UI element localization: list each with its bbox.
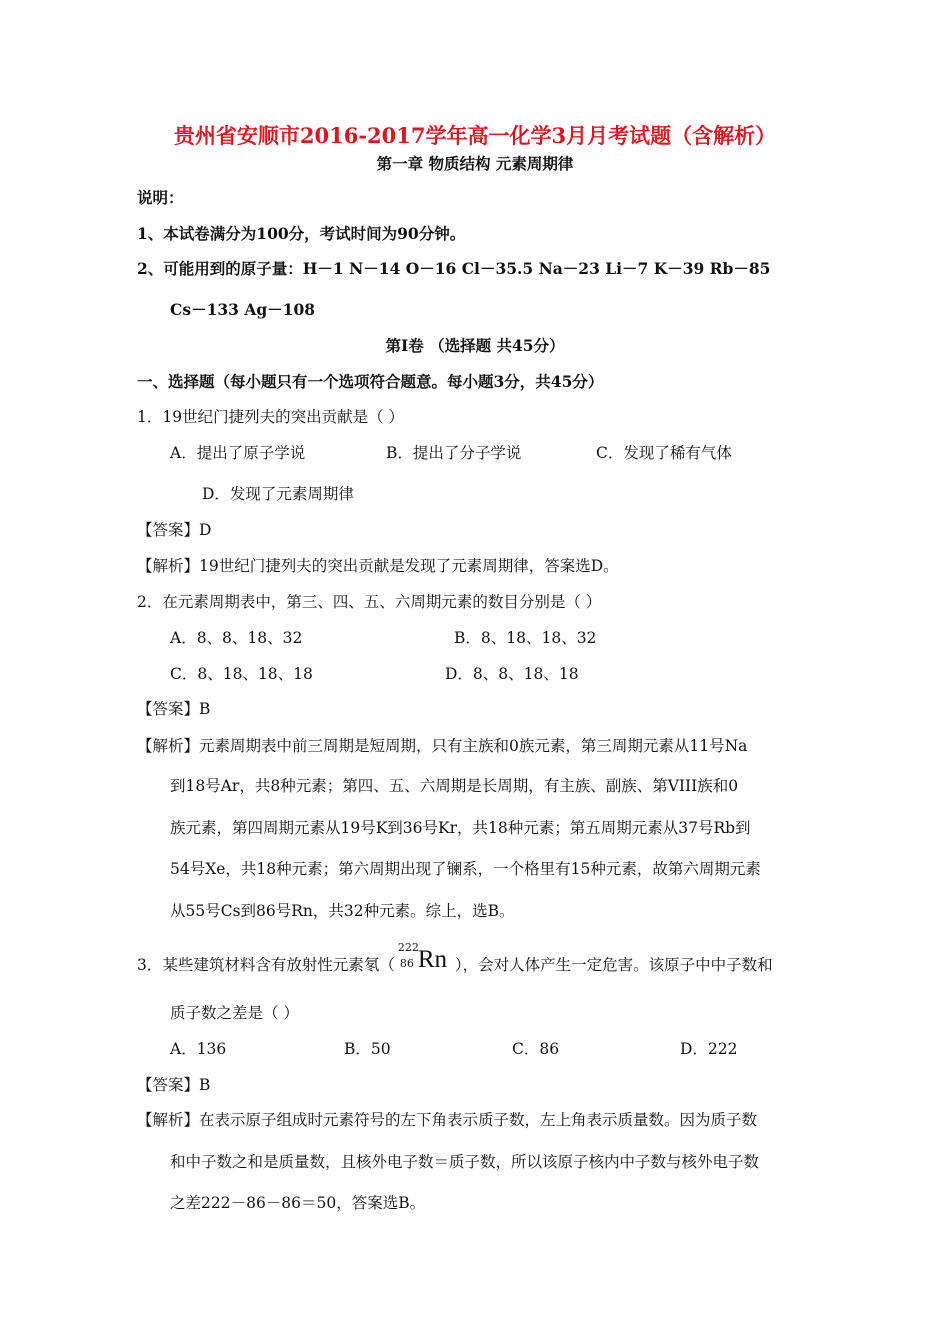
q3-answer: 【答案】B — [137, 1076, 211, 1094]
q3-stem-line-2: 质子数之差是（ ） — [170, 1004, 299, 1022]
q3-option-c: C．86 — [512, 1040, 560, 1058]
note-2: 2、可能用到的原子量：H－1 N－14 O－16 Cl－35.5 Na－23 Li－7 K－39 Rb－85 — [137, 259, 771, 278]
q1-option-c: C．发现了稀有气体 — [596, 444, 732, 462]
q3-stem — [137, 941, 773, 976]
q1-option-b: B．提出了分子学说 — [386, 444, 522, 462]
q3-analysis-line-2: 和中子数之和是质量数，且核外电子数＝质子数，所以该原子核内中子数与核外电子数 — [170, 1153, 760, 1171]
q2-option-d: D．8、8、18、18 — [445, 665, 579, 683]
q1-answer: 【答案】D — [137, 521, 212, 539]
q3-stem-before: 3．某些建筑材料含有放射性元素氡（ — [137, 956, 395, 974]
q3-option-a: A．136 — [170, 1040, 227, 1058]
q1-stem: 1．19世纪门捷列夫的突出贡献是（ ） — [137, 408, 405, 426]
q2-analysis-line-4: 54号Xe，共18种元素；第六周期出现了镧系，一个格里有15种元素，故第六周期元素 — [170, 860, 761, 878]
q2-answer: 【答案】B — [137, 700, 211, 718]
q3-analysis-line-1: 【解析】在表示原子组成时元素符号的左下角表示质子数，左上角表示质量数。因为质子数 — [137, 1111, 758, 1129]
q1-analysis: 【解析】19世纪门捷列夫的突出贡献是发现了元素周期律，答案选D。 — [137, 557, 619, 575]
q2-analysis-line-3: 族元素，第四周期元素从19号K到36号Kr，共18种元素；第五周期元素从37号Rb到 — [170, 819, 751, 837]
chapter-subtitle: 第一章 物质结构 元素周期律 — [376, 154, 574, 173]
section-title: 第Ⅰ卷 （选择题 共45分） — [385, 336, 565, 355]
q2-analysis-line-1: 【解析】元素周期表中前三周期是短周期，只有主族和0族元素，第三周期元素从11号Na — [137, 737, 748, 755]
q2-analysis-line-2: 到18号Ar，共8种元素；第四、五、六周期是长周期，有主族、副族、第VIII族和0 — [170, 777, 739, 795]
q3-stem-after: ），会对人体产生一定危害。该原子中中子数和 — [454, 956, 773, 974]
nuclide-mass-number: 222 — [397, 941, 419, 954]
q2-analysis-line-5: 从55号Cs到86号Rn，共32种元素。综上，选B。 — [170, 902, 515, 920]
nuclide-atomic-number: 86 — [399, 957, 414, 970]
note-2-continued: Cs－133 Ag－108 — [170, 300, 316, 319]
q3-analysis-line-3: 之差222－86－86＝50，答案选B。 — [170, 1194, 426, 1212]
q3-option-b: B．50 — [344, 1040, 391, 1058]
radon-nuclide-symbol — [396, 941, 454, 976]
q1-option-a: A．提出了原子学说 — [170, 444, 306, 462]
document-title: 贵州省安顺市2016-2017学年高一化学3月月考试题（含解析） — [173, 123, 777, 148]
nuclide-element-symbol: Rn — [417, 946, 448, 973]
q2-stem: 2．在元素周期表中，第三、四、五、六周期元素的数目分别是（ ） — [137, 593, 602, 611]
q2-option-c: C．8、18、18、18 — [170, 665, 313, 683]
part-heading: 一、选择题（每小题只有一个选项符合题意。每小题3分，共45分） — [137, 372, 604, 391]
notes-heading: 说明： — [137, 188, 184, 207]
note-1: 1、本试卷满分为100分，考试时间为90分钟。 — [137, 224, 466, 243]
q1-option-d: D．发现了元素周期律 — [202, 485, 354, 503]
q2-option-b: B．8、18、18、32 — [454, 629, 597, 647]
q3-option-d: D．222 — [680, 1040, 738, 1058]
q2-option-a: A．8、8、18、32 — [170, 629, 303, 647]
